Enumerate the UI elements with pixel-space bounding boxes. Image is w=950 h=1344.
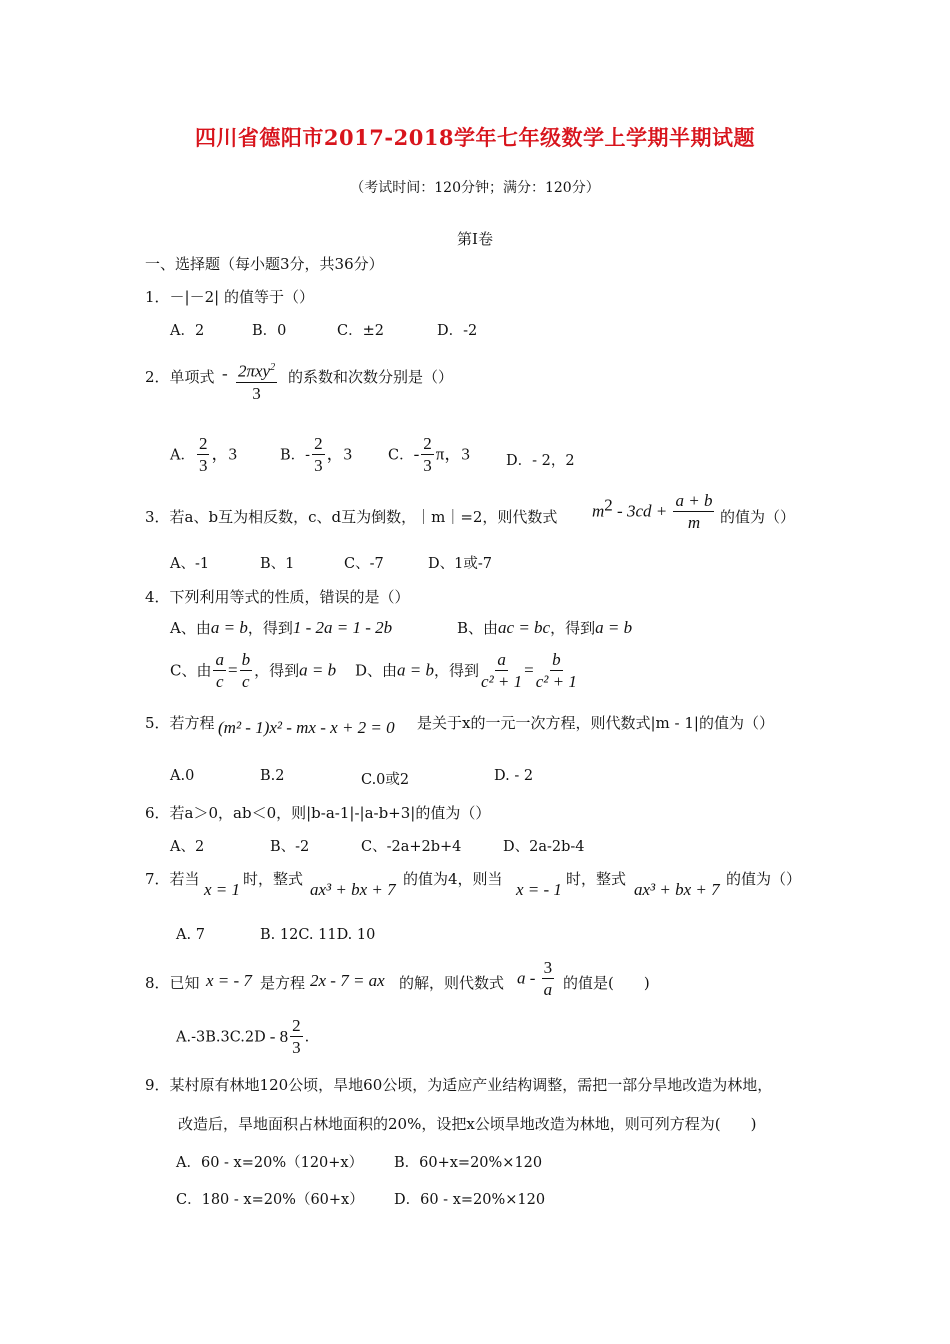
q8-opt-neg: - 8: [269, 1026, 289, 1046]
q8-opt-frac-den: 3: [292, 1038, 301, 1057]
q4-d-text1: D、由: [355, 661, 398, 680]
q4-c-frac1-num: a: [215, 650, 224, 669]
q7-expr-x1: x = 1: [204, 880, 241, 899]
q2-monomial-num: 2πxy: [238, 361, 271, 381]
q3-expr-lead: m: [592, 501, 605, 521]
q4-d-expr1: a = b: [397, 660, 435, 680]
question-8-prefix: 8．已知: [145, 974, 200, 992]
question-9-line1: 9．某村原有林地120公顷，旱地60公顷，为适应产业结构调整，需把一部分旱地改造为林地，: [145, 1076, 773, 1094]
q3-option-c: C、-7: [344, 556, 384, 572]
question-7-suffix: 的值为（）: [726, 870, 802, 888]
q4-c-text2: ，得到: [254, 661, 300, 680]
q7-expr-poly2: ax³ + bx + 7: [634, 880, 720, 899]
q2-opt-a-tail: ，3: [211, 444, 237, 464]
exam-info: （考试时间：120分钟；满分：120分）: [350, 180, 600, 196]
q4-d-frac1-den: c² + 1: [481, 672, 523, 691]
q4-d-frac2-den: c² + 1: [535, 672, 577, 691]
q5-option-a: A.0: [170, 768, 195, 784]
q9-option-c: C．180 - x=20%（60+x）: [176, 1192, 364, 1208]
q4-b-expr2: a = b: [595, 618, 633, 637]
question-6-stem: 6．若a＞0，ab＜0，则|b-a-1|-|a-b+3|的值为（）: [145, 804, 491, 822]
q4-c-text1: C、由: [170, 661, 212, 680]
question-4-stem: 4．下列利用等式的性质，错误的是（）: [145, 588, 410, 606]
q2-opt-c-label: C．: [388, 447, 414, 464]
q3-expression: $m^2 - 3cd$ + $\frac{a + b}{m}$: [592, 491, 713, 532]
question-9-line2: 改造后，旱地面积占林地面积的20%，设把x公顷旱地改造为林地，则可列方程为( ): [178, 1115, 757, 1133]
q2-option-b: [280, 434, 352, 477]
q2-opt-b-label: B．-: [280, 447, 311, 464]
q1-option-b: B．0: [252, 323, 287, 339]
q2-monomial-exp: 2: [270, 362, 276, 373]
q8-opt-tail: .: [304, 1029, 310, 1046]
q7-expr-x2: x = - 1: [516, 880, 562, 899]
question-2-prefix: 2．单项式: [145, 368, 215, 386]
q2-option-c: C．- $\frac{2}{3}$ π，3: [388, 434, 470, 475]
q5-option-c: C.0或2: [361, 772, 410, 788]
q8-options-text: A.-3B.3C.2D: [176, 1029, 266, 1046]
q2-opt-b-den: 3: [314, 456, 323, 475]
volume-label: 第Ⅰ卷: [457, 230, 493, 248]
q8-options: [176, 1016, 309, 1059]
q2-opt-b-tail: ，3: [326, 444, 353, 464]
q2-opt-c-num: 2: [423, 434, 432, 453]
q2-option-d: D．- 2，2: [506, 453, 575, 469]
q4-b-expr1: ac = bc: [498, 618, 551, 637]
q8-expr-a: a -: [517, 968, 540, 988]
q1-option-d: D．-2: [437, 323, 478, 339]
q8-frac-den: a: [543, 980, 553, 999]
question-5-prefix: 5．若方程: [145, 714, 215, 732]
question-7-prefix: 7．若当: [145, 870, 200, 888]
q7-mid1: 时，整式: [243, 870, 304, 888]
q3-frac-den: m: [687, 513, 701, 532]
q2-opt-c-den: 3: [423, 456, 432, 475]
q4-b-text2: ，得到: [550, 619, 596, 637]
q6-option-b: B、-2: [270, 839, 310, 855]
q2-opt-a-num: 2: [198, 434, 208, 453]
q7-mid3: 时，整式: [566, 870, 627, 888]
section-heading: 一、选择题（每小题3分，共36分）: [145, 255, 384, 273]
q8-expr-x: x = - 7: [206, 971, 252, 990]
q5-equation: (m² - 1)x² - mx - x + 2 = 0: [218, 718, 395, 737]
q8-frac-num: 3: [543, 958, 553, 977]
q3-frac-num: a + b: [675, 491, 713, 510]
q7-option-bcd: B. 12C. 11D. 10: [260, 927, 376, 943]
q4-d-frac1-num: a: [497, 650, 506, 669]
q4-b-text1: B、由: [457, 619, 499, 637]
q8-opt-frac-num: 2: [292, 1016, 301, 1035]
q9-option-a: A．60 - x=20%（120+x）: [176, 1155, 364, 1171]
q4-a-expr1: a = b: [210, 618, 248, 637]
q8-mid2: 的解，则代数式: [399, 974, 505, 992]
q3-option-b: B、1: [260, 556, 295, 572]
q7-expr-poly1: ax³ + bx + 7: [310, 880, 396, 899]
q4-d-eq: =: [524, 660, 534, 680]
q8-expression: [517, 958, 556, 1001]
q4-option-d: [355, 650, 579, 693]
q8-mid1: 是方程: [260, 974, 306, 992]
q4-c-eq: =: [227, 660, 238, 680]
q4-option-c: [170, 650, 336, 693]
question-2-suffix: 的系数和次数分别是（）: [288, 368, 454, 386]
q2-opt-a-label: A．: [170, 447, 195, 464]
q2-minus-sign: -: [222, 364, 228, 383]
q1-option-c: C．±2: [337, 323, 384, 339]
q4-a-expr2: 1 - 2a = 1 - 2b: [292, 618, 393, 637]
q5-option-b: B.2: [260, 768, 285, 784]
question-1-stem: 1．－|－2| 的值等于（）: [145, 288, 314, 306]
q9-option-d: D．60 - x=20%×120: [394, 1192, 546, 1208]
q7-mid2: 的值为4，则当: [403, 870, 503, 888]
q4-d-frac2-num: b: [552, 650, 561, 669]
q3-option-a: A、-1: [170, 556, 210, 572]
q9-option-b: B．60+x=20%×120: [394, 1155, 543, 1171]
q4-c-frac2-den: c: [242, 672, 250, 691]
question-3-suffix: 的值为（）: [720, 508, 796, 526]
q4-option-a: [170, 617, 392, 638]
q5-option-d: D. - 2: [494, 768, 534, 784]
q4-c-frac2-num: b: [241, 650, 251, 669]
question-3-prefix: 3．若a、b互为相反数，c、d互为倒数，｜m｜=2，则代数式: [145, 508, 558, 526]
q4-a-text1: A、由: [170, 619, 211, 637]
q2-option-a: [170, 434, 237, 477]
q8-equation: 2x - 7 = ax: [310, 971, 385, 990]
q2-monomial: [234, 358, 279, 405]
q6-option-a: A、2: [170, 839, 205, 855]
q4-a-text2: ，得到: [247, 619, 293, 637]
q2-opt-a-den: 3: [198, 456, 208, 475]
q7-option-a: A. 7: [176, 927, 205, 943]
q4-d-text2: ，得到: [434, 661, 480, 680]
q2-opt-b-num: 2: [314, 434, 323, 453]
q2-monomial-den: 3: [252, 383, 261, 403]
q3-option-d: D、1或-7: [428, 556, 492, 572]
q4-option-b: [457, 617, 632, 638]
q6-option-d: D、2a-2b-4: [503, 839, 585, 855]
q3-expr-mid: - 3cd +: [612, 501, 672, 521]
q6-option-c: C、-2a+2b+4: [361, 839, 462, 855]
q4-c-frac1-den: c: [215, 672, 224, 691]
q2-opt-c-tail: π，3: [435, 444, 470, 464]
page-title: 四川省德阳市2017-2018学年七年级数学上学期半期试题: [194, 125, 756, 150]
question-8-suffix: 的值是( ): [563, 974, 650, 992]
q1-option-a: A．2: [170, 323, 205, 339]
q4-c-expr2: a = b: [299, 660, 337, 680]
question-5-suffix: 是关于x的一元一次方程，则代数式|m - 1|的值为（）: [417, 714, 774, 732]
